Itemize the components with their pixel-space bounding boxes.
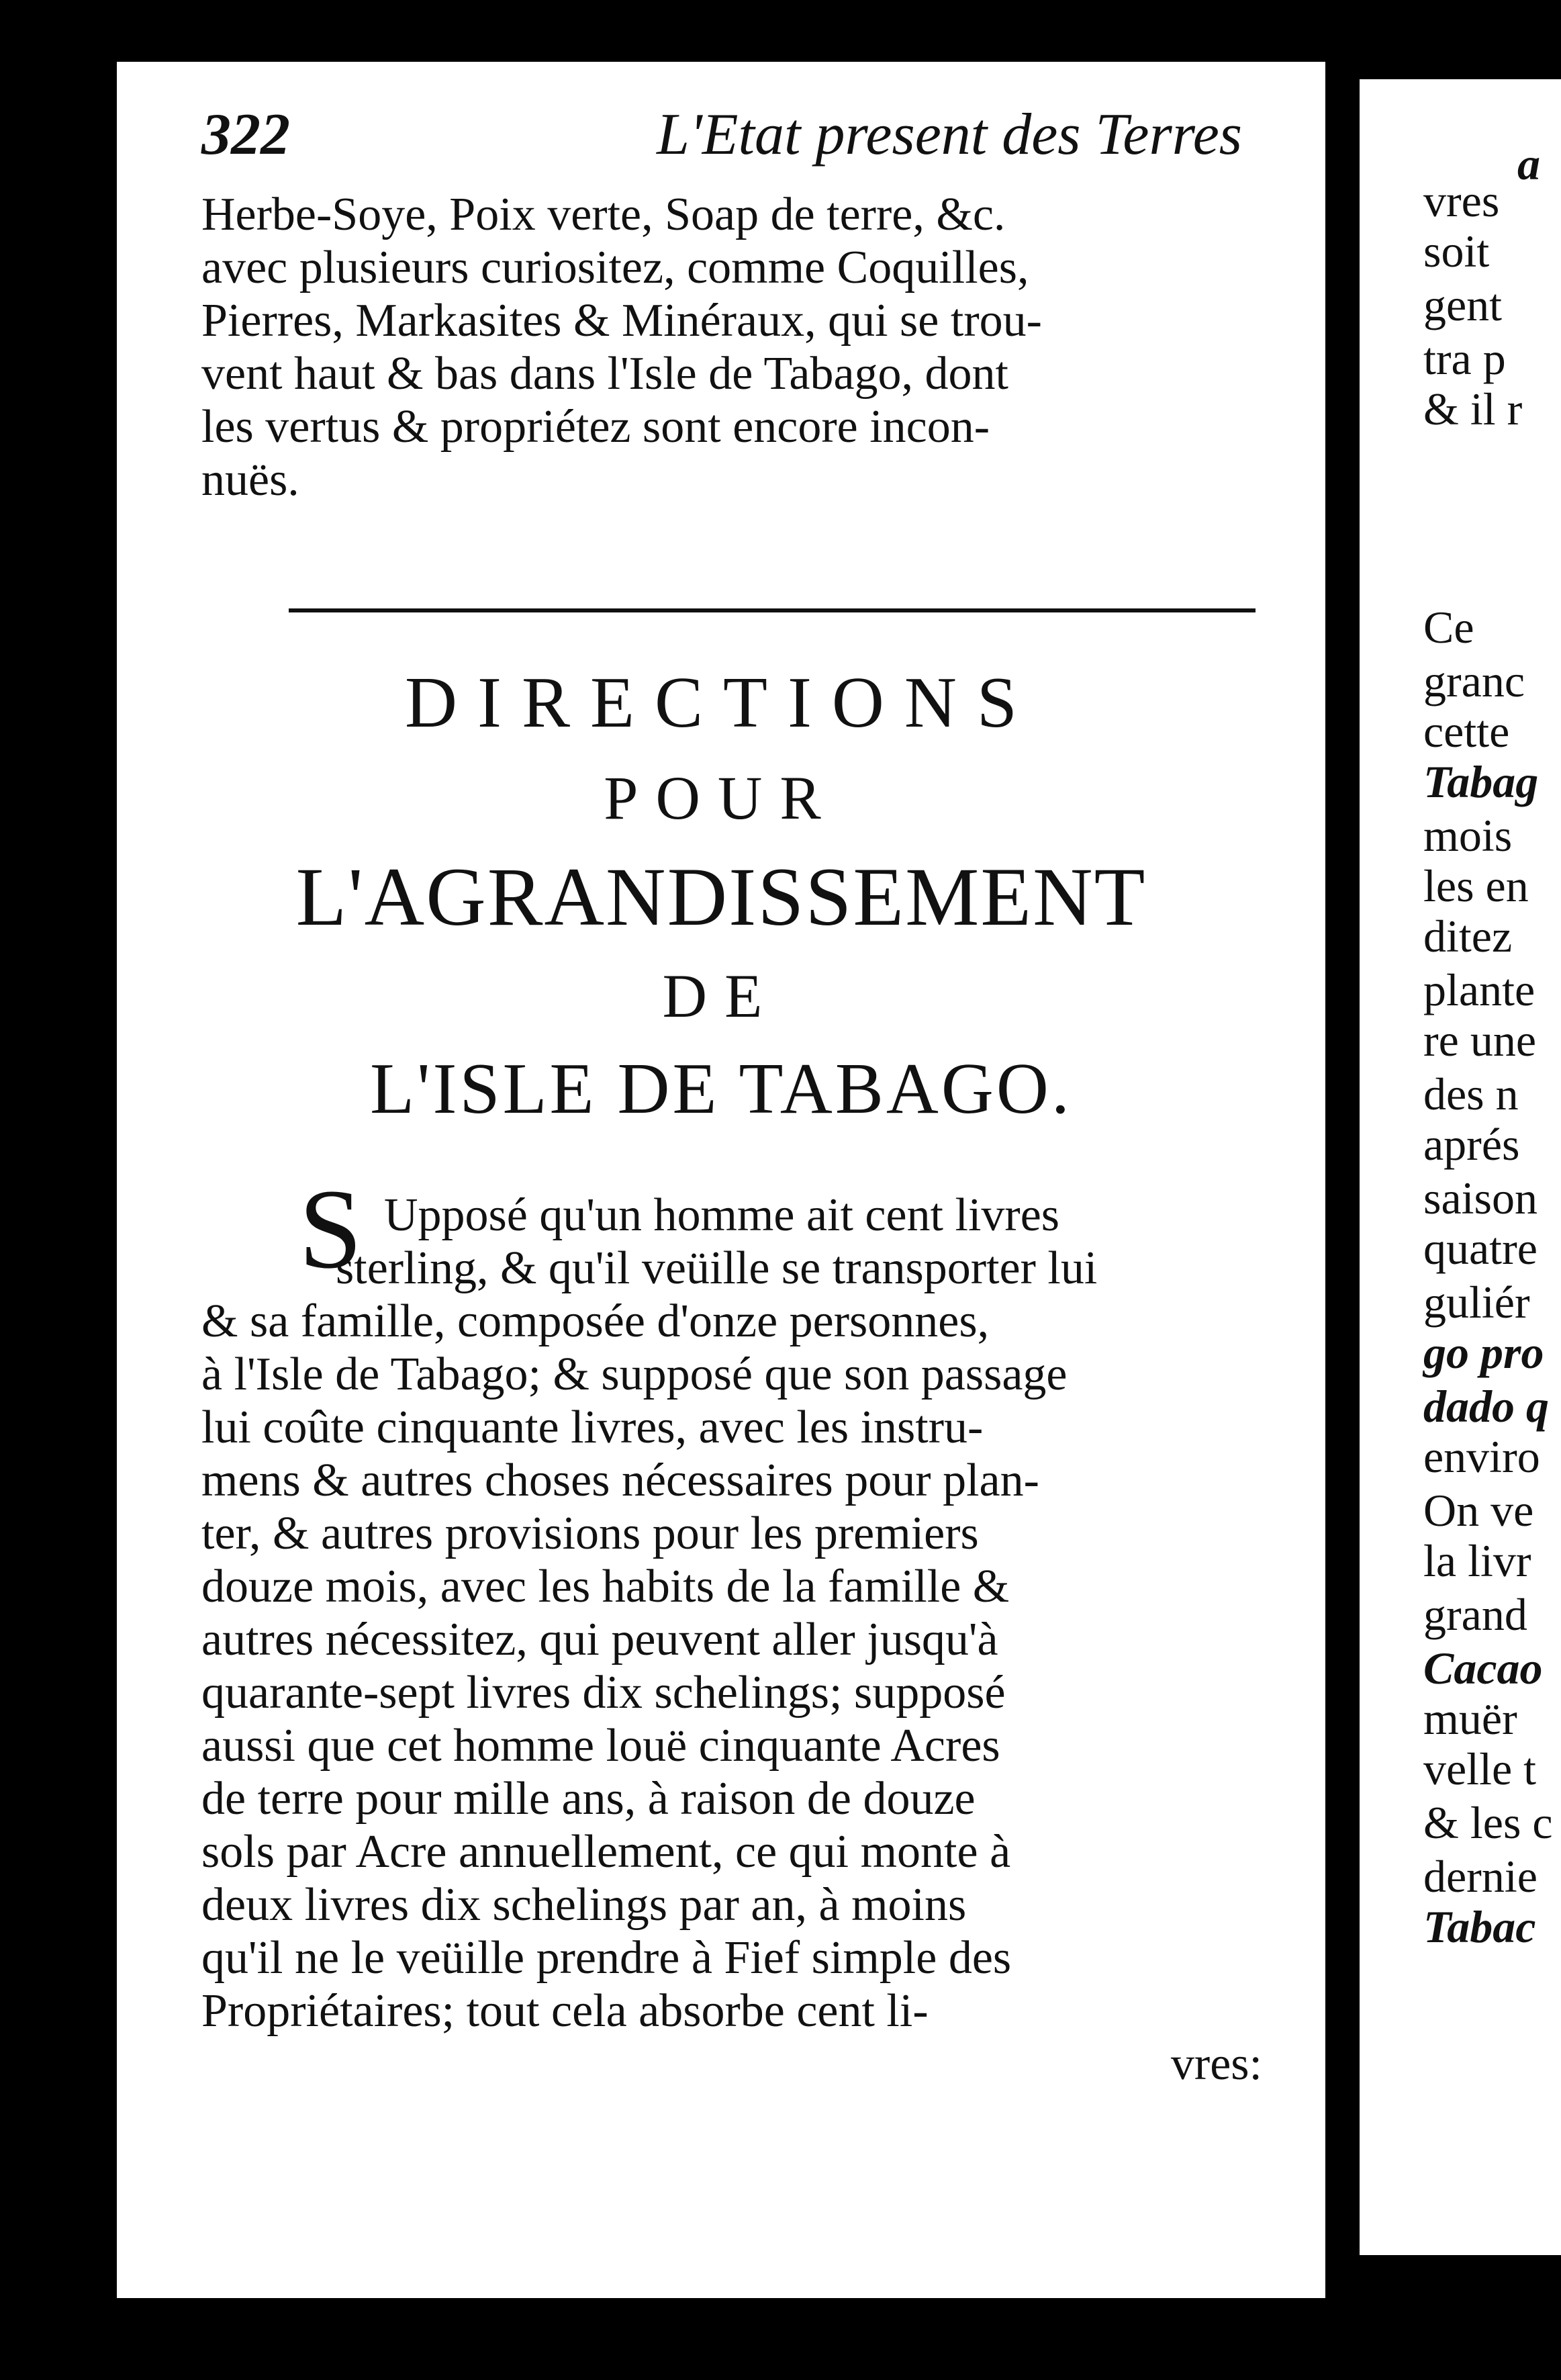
section-title-agrandissement: L'AGRANDISSEMENT [295, 851, 1147, 943]
intro-line: les vertus & propriétez sont encore incon- [201, 401, 990, 453]
section-rule [289, 608, 1256, 612]
facing-line: dernie [1423, 1851, 1538, 1902]
body-line: & sa famille, composée d'onze personnes, [201, 1295, 990, 1347]
intro-line: avec plusieurs curiositez, comme Coquilles, [201, 242, 1029, 293]
section-title-de: DE [662, 962, 780, 1030]
facing-line: On ve [1423, 1485, 1534, 1536]
body-line: de terre pour mille ans, à raison de douze [201, 1773, 976, 1825]
facing-line: go pro [1423, 1327, 1544, 1378]
intro-line: Herbe-Soye, Poix verte, Soap de terre, &c. [201, 189, 1006, 240]
facing-line: soit [1423, 226, 1490, 277]
facing-line: Cacao [1423, 1643, 1543, 1694]
body-line: ter, & autres provisions pour les premiers [201, 1508, 979, 1559]
section-title-isle: L'ISLE DE TABAGO. [370, 1049, 1072, 1129]
section-title-directions: DIRECTIONS [405, 663, 1037, 743]
running-header [201, 101, 1242, 169]
facing-line: & il r [1423, 383, 1523, 434]
body-paragraph [201, 1189, 1262, 2091]
facing-line: cette [1423, 706, 1510, 757]
body-line: douze mois, avec les habits de la famille & [201, 1561, 1010, 1612]
body-line: autres nécessitez, qui peuvent aller jusqu'à [201, 1614, 998, 1665]
facing-line: gent [1423, 279, 1503, 330]
body-line: deux livres dix schelings par an, à moins [201, 1879, 967, 1931]
facing-line: la livr [1423, 1535, 1531, 1586]
facing-line: aprés [1423, 1119, 1520, 1170]
body-line: vres: [1170, 2038, 1262, 2090]
drop-cap: S [299, 1166, 363, 1292]
facing-line: les en [1423, 860, 1529, 911]
body-line: lui coûte cinquante livres, avec les instru- [201, 1402, 984, 1453]
section-title-pour: POUR [604, 764, 839, 832]
facing-line: re une [1423, 1015, 1537, 1066]
body-line: qu'il ne le veüille prendre à Fief simple des [201, 1932, 1012, 1984]
page-number: 322 [201, 102, 290, 167]
facing-line: tra p [1423, 333, 1506, 384]
facing-page [1360, 79, 1561, 2255]
facing-line: velle t [1423, 1743, 1537, 1794]
facing-line: ditez [1423, 911, 1513, 962]
facing-line: mois [1423, 810, 1513, 861]
body-line: aussi que cet homme louë cinquante Acres [201, 1720, 1000, 1772]
intro-paragraph [201, 188, 1262, 506]
intro-line: nuës. [201, 454, 299, 506]
body-line: sols par Acre annuellement, ce qui monte à [201, 1826, 1011, 1878]
facing-line: muër [1423, 1693, 1517, 1744]
facing-line: dado q [1423, 1381, 1549, 1432]
body-line: quarante-sept livres dix schelings; supposé [201, 1667, 1006, 1719]
intro-line: vent haut & bas dans l'Isle de Tabago, dont [201, 348, 1008, 400]
intro-line: Pierres, Markasites & Minéraux, qui se trou- [201, 295, 1042, 347]
facing-line: Ce [1423, 602, 1474, 653]
body-line: mens & autres choses nécessaires pour plan- [201, 1455, 1039, 1506]
facing-line: & les c [1423, 1797, 1553, 1848]
facing-line: guliér [1423, 1277, 1530, 1328]
facing-line: des n [1423, 1068, 1519, 1119]
facing-line: Tabac [1423, 1901, 1536, 1952]
body-line: sterling, & qu'il veüille se transporter lui [336, 1242, 1098, 1294]
facing-line: quatre [1423, 1223, 1538, 1274]
facing-line: Tabag [1423, 756, 1539, 807]
facing-line: enviro [1423, 1431, 1540, 1482]
facing-line: saison [1423, 1173, 1538, 1224]
body-line: à l'Isle de Tabago; & supposé que son passage [201, 1348, 1068, 1400]
body-line: Propriétaires; tout cela absorbe cent li- [201, 1985, 929, 2037]
body-line: Upposé qu'un homme ait cent livres [384, 1189, 1060, 1241]
facing-line: a [1517, 138, 1540, 189]
facing-line: grand [1423, 1589, 1527, 1640]
facing-line: plante [1423, 964, 1535, 1015]
running-title: L'Etat present des Terres [657, 102, 1242, 167]
facing-line: granc [1423, 655, 1525, 706]
facing-line: vres [1423, 175, 1500, 226]
